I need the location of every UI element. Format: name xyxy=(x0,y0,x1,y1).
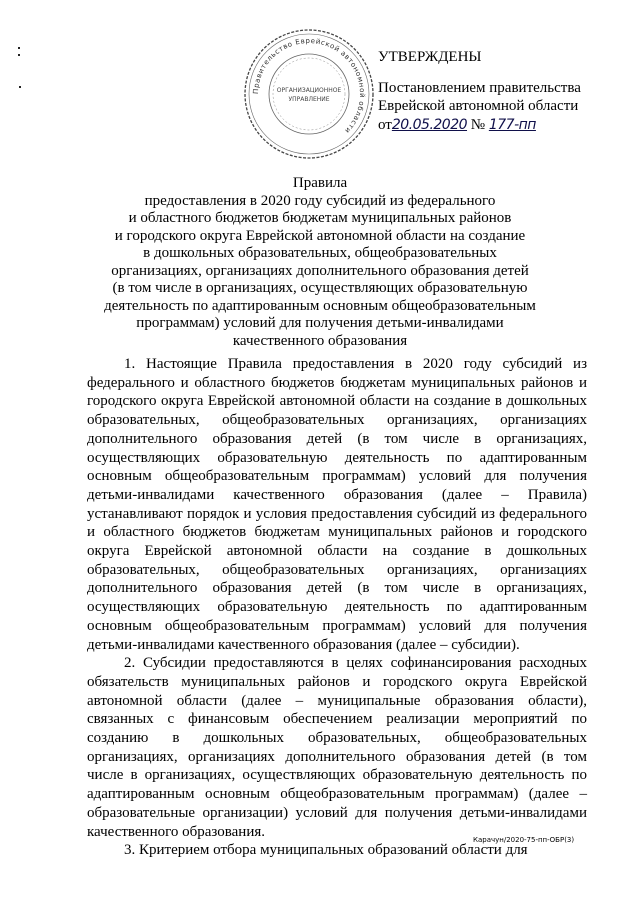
official-seal xyxy=(240,25,378,163)
approval-heading: УТВЕРЖДЕНЫ xyxy=(378,49,482,65)
title-line: Правила xyxy=(292,175,348,191)
document-footer-code: Карачун/2020-75-пп-ОБР(3) xyxy=(473,836,575,844)
number-label: № xyxy=(470,116,486,133)
seal-center-text: ОРГАНИЗАЦИОННОЕ xyxy=(276,87,342,94)
approval-date-line xyxy=(378,116,618,135)
title-line: организациях, организациях дополнительного образования детей xyxy=(111,262,529,279)
title-line: деятельность по адаптированным основным общеобразовательным xyxy=(104,297,536,314)
title-line: качественного образования xyxy=(232,332,408,349)
svg-text:Правительство Еврейской автоно xyxy=(252,37,366,135)
title-line: и областного бюджетов бюджетам муниципальных районов xyxy=(128,210,512,226)
document-body xyxy=(87,355,587,860)
document-title xyxy=(90,175,550,350)
handwritten-date: 20.05.2020 xyxy=(391,116,468,133)
seal-center-text: УПРАВЛЕНИЕ xyxy=(288,96,330,103)
title-line: предоставления в 2020 году субсидий из федерального xyxy=(144,192,496,209)
seal-ring-text: Правительство Еврейской автономной области xyxy=(251,36,367,136)
approval-line: Постановлением правительства xyxy=(378,79,581,96)
title-line: программам) условий для получения детьми-инвалидами xyxy=(136,315,504,331)
handwritten-number: 177-пп xyxy=(488,116,536,133)
title-line: (в том числе в организациях, осуществляющих образовательную xyxy=(112,280,528,296)
scan-mark xyxy=(18,54,20,56)
title-line: и городского округа Еврейской автономной области на создание xyxy=(114,227,526,244)
approval-block xyxy=(378,48,618,134)
from-label: от xyxy=(378,116,392,133)
approval-line: Еврейской автономной области xyxy=(378,98,579,114)
scan-mark xyxy=(19,86,21,88)
paragraph: 2. Субсидии предоставляются в целях софинансирования расходных обязательств муниципальных районов и городского округа Еврейской автономной области (далее – муниципальные образования области), связанных с финансовым обеспечением реализации мероприятий по созданию в дошкольных образовательных, общеобразовательных организациях, организациях дополнительного образования детей (в том числе в организациях, осуществляющих образовательную деятельность по адаптированным основным общеобразовательным программам) (далее – образовательные организации) условий для получения детьми-инвалидами качественного образования. xyxy=(87,655,587,840)
scan-mark xyxy=(18,47,20,49)
paragraph: 3. Критерием отбора муниципальных образований области для xyxy=(124,842,528,859)
title-line: в дошкольных образовательных, общеобразовательных xyxy=(143,245,497,261)
paragraph: 1. Настоящие Правила предоставления в 2020 году субсидий из федерального и областного бюджетов бюджетам муниципальных районов и городского округа Еврейской автономной области на создание в дошкольных образовательных, общеобразовательных организациях, организациях дополнительного образования детей (в том числе в организациях, осуществляющих образовательную деятельность по адаптированным основным общеобразовательным программам) условий для получения детьми-инвалидами качественного образования (далее – Правила) устанавливают порядок и условия предоставления субсидий из федерального и областного бюджетов бюджетам муниципальных районов и городского округа Еврейской автономной области на создание в дошкольных образовательных, общеобразовательных организациях, организациях дополнительного образования детей (в том числе в организациях, осуществляющих образовательную деятельность по адаптированным основным общеобразовательным программам) условий для получения детьми-инвалидами качественного образования (далее – субсидии). xyxy=(87,356,587,653)
